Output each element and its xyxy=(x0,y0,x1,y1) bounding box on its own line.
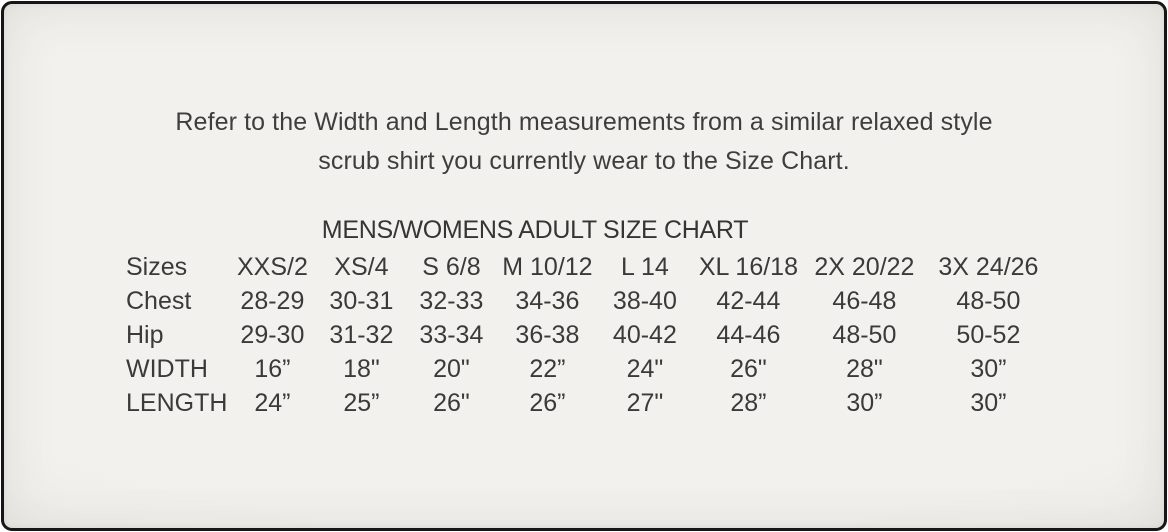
length-value: 28” xyxy=(730,388,767,417)
length-value: 30” xyxy=(846,388,883,417)
size-column-header: XXS/2 xyxy=(236,252,308,281)
width-value: 20" xyxy=(433,354,470,383)
size-column-header: L 14 xyxy=(621,252,669,281)
table-row-width xyxy=(126,352,1052,386)
intro-line-1: Refer to the Width and Length measurements from a similar relaxed style xyxy=(175,108,993,136)
size-column-header: 3X 24/26 xyxy=(938,252,1039,281)
size-column-header: 2X 20/22 xyxy=(814,252,915,281)
scanned-size-chart-page xyxy=(1,1,1167,531)
chest-value: 28-29 xyxy=(240,286,305,315)
size-column-header: XL 16/18 xyxy=(698,252,798,281)
size-chart-title: MENS/WOMENS ADULT SIZE CHART xyxy=(321,216,749,244)
length-value: 26” xyxy=(529,388,566,417)
chest-value: 48-50 xyxy=(956,286,1021,315)
title-wrap xyxy=(4,216,1066,245)
length-value: 27" xyxy=(626,388,664,417)
length-value: 24” xyxy=(254,388,291,417)
hip-value: 48-50 xyxy=(832,320,897,349)
length-value: 26" xyxy=(433,388,470,417)
chest-value: 32-33 xyxy=(419,286,484,315)
chest-value: 30-31 xyxy=(329,286,394,315)
chest-value: 42-44 xyxy=(716,286,781,315)
width-value: 28" xyxy=(846,354,883,383)
width-value: 30” xyxy=(970,354,1007,383)
length-value: 30” xyxy=(970,388,1007,417)
chest-value: 38-40 xyxy=(612,286,677,315)
row-label-length: LENGTH xyxy=(126,388,228,417)
table-row-length xyxy=(126,386,1052,420)
chest-value: 34-36 xyxy=(515,286,580,315)
table-row-sizes xyxy=(126,250,1052,284)
hip-value: 31-32 xyxy=(329,320,394,349)
chest-value: 46-48 xyxy=(832,286,897,315)
size-column-header: S 6/8 xyxy=(422,252,481,281)
hip-value: 44-46 xyxy=(716,320,781,349)
hip-value: 33-34 xyxy=(419,320,484,349)
hip-value: 40-42 xyxy=(612,320,677,349)
length-value: 25” xyxy=(343,388,380,417)
hip-value: 36-38 xyxy=(515,320,580,349)
row-label-chest: Chest xyxy=(126,286,192,315)
intro-text xyxy=(4,103,1164,181)
size-column-header: M 10/12 xyxy=(502,252,593,281)
hip-value: 50-52 xyxy=(956,320,1021,349)
size-column-header: XS/4 xyxy=(334,252,389,281)
table-row-chest xyxy=(126,284,1052,318)
row-label-hip: Hip xyxy=(126,320,164,349)
width-value: 24" xyxy=(626,354,664,383)
width-value: 26" xyxy=(730,354,767,383)
row-label-width: WIDTH xyxy=(126,354,208,383)
width-value: 18" xyxy=(343,354,380,383)
table-row-hip xyxy=(126,318,1052,352)
size-chart-table xyxy=(126,250,1052,420)
row-label-sizes: Sizes xyxy=(126,252,188,281)
width-value: 22” xyxy=(529,354,566,383)
intro-line-2: scrub shirt you currently wear to the Size Chart. xyxy=(318,147,850,175)
hip-value: 29-30 xyxy=(240,320,305,349)
width-value: 16” xyxy=(254,354,291,383)
